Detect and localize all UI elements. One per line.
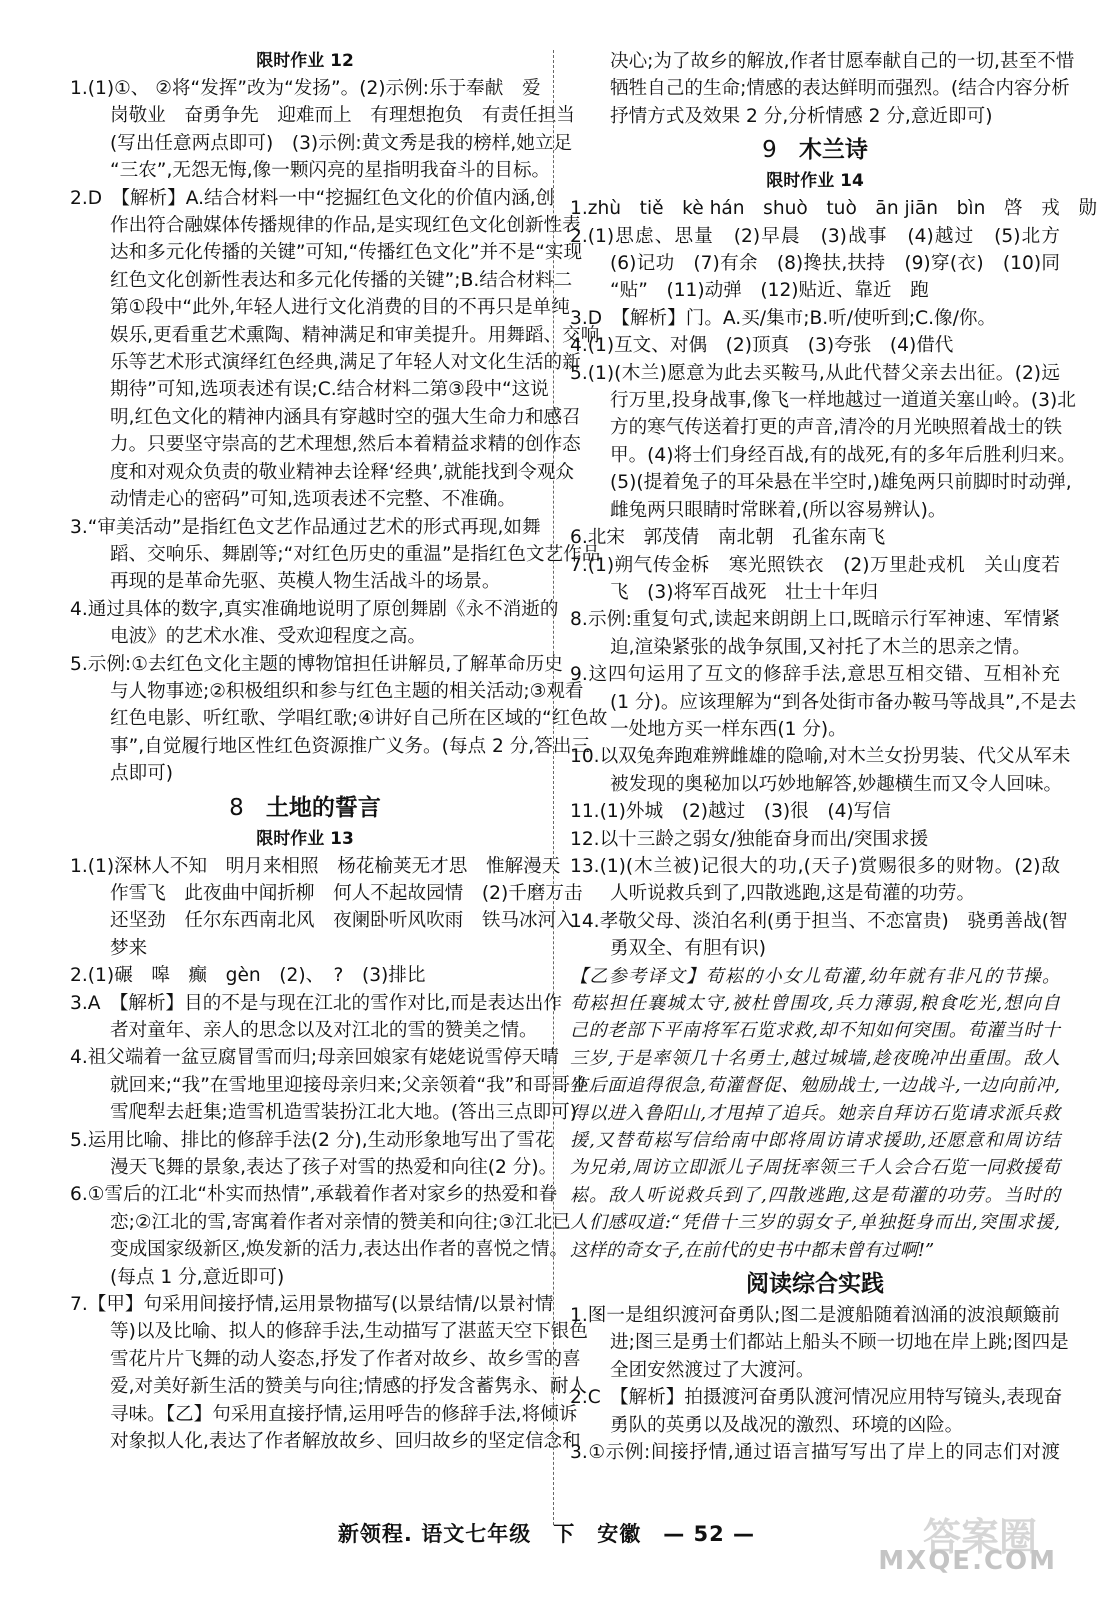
answer-line: 蹈、交响乐、舞剧等;“对红色历史的重温”是指红色文艺作品 [109,543,601,565]
answer-line: (每点 1 分,意近即可) [109,1266,285,1288]
section-title [570,1266,1060,1302]
answer-line: 4.通过具体的数字,真实准确地说明了原创舞剧《永不消逝的 [70,598,559,620]
answer-line: 2.(1)思虑、思量 (2)早晨 (3)战事 (4)越过 (5)北方 [570,225,1060,247]
answer-line: 娱乐,更看重艺术熏陶、精神满足和审美提升。用舞蹈、交响 [109,324,600,346]
column-divider [553,50,554,1525]
answer-line: 1.(1)①、 ②将“发挥”改为“发扬”。(2)示例:乐于奉献 爱 [70,78,541,99]
answer-line: “贴” (11)动弹 (12)贴近、靠近 跑 [609,280,929,302]
answer-line: 动情走心的密码”可知,选项表述不完整、不准确。 [109,489,516,511]
answer-line: 1.(1)深林人不知 明月来相照 杨花榆荚无才思 惟解漫天 [70,855,561,877]
watermark [878,1506,1057,1576]
right-column [570,48,1097,1467]
left-column [70,48,608,1456]
answer-line: 13.(1)(木兰被)记很大的功,(天子)赏赐很多的财物。(2)敌 [570,855,1060,877]
answer-line: 飞 (3)将军百战死 壮士十年归 [609,581,879,603]
answer-line: 勇队的英勇以及战况的激烈、环境的凶险。 [609,1414,964,1436]
answer-line: 5.运用比喻、排比的修辞手法(2 分),生动形象地写出了雪花 [70,1129,554,1151]
answer-line: “三农”,无怨无悔,像一颗闪亮的星指明我奋斗的目标。 [109,160,551,182]
translation-line: 为兄弟,周访立即派儿子周抚率领三千人会合石览一同救援荀 [570,1157,1060,1179]
answer-line: 人听说救兵到了,四散逃跑,这是荀灌的功劳。 [609,883,976,905]
translation-line: 在后面追得很急,荀灌督促、勉励战士,一边战斗,一边向前冲, [570,1075,1060,1097]
answer-line: 再现的是革命先驱、英模人物生活战斗的场景。 [109,571,501,593]
answer-line: 第①段中“此外,年轻人进行文化消费的目的不再只是单纯 [109,297,570,319]
answer-line: 电波》的艺术水准、受欢迎程度之高。 [109,626,427,648]
answer-line: 达和多元化传播的关键”可知,“传播红色文化”并不是“实现 [109,242,583,264]
translation-line: 得以进入鲁阳山,才甩掉了追兵。她亲自拜访石览请求派兵救 [570,1102,1060,1124]
answer-line: 7.【甲】句采用间接抒情,运用景物描写(以景结情/以景衬情 [70,1294,554,1316]
answer-line: 爱,对美好新生活的赞美与向往;情感的抒发含蓄隽永、耐人 [109,1376,588,1398]
answer-line: 一处地方买一样东西(1 分)。 [609,718,847,740]
answer-line: 事”,自觉履行地区性红色资源推广义务。(每点 2 分,答出三 [109,735,591,757]
answer-line: 3.“审美活动”是指红色文艺作品通过艺术的形式再现,如舞 [70,516,541,538]
watermark-url: MXQE.COM [878,1546,1057,1576]
answer-line: 11.(1)外城 (2)越过 (3)很 (4)写信 [570,801,891,823]
translation-line: 荀崧担任襄城太守,被杜曾围攻,兵力薄弱,粮食吃光,想向自 [570,993,1060,1014]
answer-line: 雪爬犁去赶集;造雪机造雪装扮江北大地。(答出三点即可) [109,1102,578,1124]
section-title-text: 土地的誓言 [265,794,381,821]
section-title [570,132,1060,168]
answer-line: (6)记功 (7)有余 (8)搀扶,扶持 (9)穿(衣) (10)同 [609,253,1060,275]
answer-line: 变成国家级新区,焕发新的活力,表达出作者的喜悦之情。 [109,1239,569,1261]
watermark-logo: 答案圈 [922,1515,1037,1559]
answer-line: 雪花片片飞舞的动人姿态,抒发了作者对故乡、故乡雪的喜 [109,1348,581,1370]
answer-line: 还坚劲 任尔东西南北风 夜阑卧听风吹雨 铁马冰河入 [109,910,575,932]
answer-line: 4.祖父端着一盆豆腐冒雪而归;母亲回娘家有姥姥说雪停天晴 [70,1047,559,1069]
section-number: 9 [762,137,777,164]
answer-line: 明,红色文化的精神内涵具有穿越时空的强大生命力和感召 [109,406,581,428]
answer-line: 2.D 【解析】A.结合材料一中“挖掘红色文化的价值内涵,创 [70,187,555,209]
translation-line: 三岁,于是率领几十名勇士,越过城墙,趁夜晚冲出重围。敌人 [570,1047,1060,1069]
answer-line: 方的寒气传送着打更的声音,清冷的月光映照着战士的铁 [609,417,1063,439]
answer-line: 等)以及比喻、拟人的修辞手法,生动描写了湛蓝天空下银色 [109,1321,588,1343]
translation-line: 这样的奇女子,在前代的史书中都未曾有过啊!” [570,1239,935,1261]
answer-line: 6.①雪后的江北“朴实而热情”,承载着作者对家乡的热爱和眷 [70,1184,558,1206]
translation-line: 己的老部下平南将军石览求救,却不知如何突围。荀灌当时十 [570,1020,1060,1042]
answer-line: 红色电影、听红歌、学唱红歌;④讲好自己所在区域的“红色故 [109,708,608,730]
exercise-heading: 限时作业 14 [766,171,864,192]
answer-line: (写出任意两点即可) (3)示例:黄文秀是我的榜样,她立足 [109,132,573,154]
exercise-heading: 限时作业 12 [256,51,354,71]
answer-line: 雌兔两只眼睛时常眯着,(所以容易辨认)。 [609,499,947,521]
answer-line: 6.北宋 郭茂倩 南北朝 孔雀东南飞 [570,527,886,549]
answer-line: 岗敬业 奋勇争先 迎难而上 有理想抱负 有责任担当 [109,105,575,127]
answer-line: 14.孝敬父母、淡泊名利(勇于担当、不恋富贵) 骁勇善战(智 [570,910,1068,932]
answer-line: 7.(1)朔气传金柝 寒光照铁衣 (2)万里赴戎机 关山度若 [570,554,1060,576]
answer-line: 度和对观众负责的敬业精神去诠释‘经典’,就能找到令观众 [109,461,574,483]
answer-line: 点即可) [109,763,174,785]
answer-line: 力。只要坚守崇高的艺术理想,然后本着精益求精的创作态 [109,434,581,456]
answer-line: 8.示例:重复句式,读起来朗朗上口,既暗示行军神速、军情紧 [570,609,1060,631]
answer-line: 抒情方式及效果 2 分,分析情感 2 分,意近即可) [609,105,993,127]
answer-line: 甲。(4)将士们身经百战,有的战死,有的多年后胜利归来。 [609,444,1076,466]
exercise-heading: 限时作业 13 [256,828,354,849]
answer-line: 牺牲自己的生命;情感的表达鲜明而强烈。(结合内容分析 [609,78,1070,100]
answer-line: (5)(提着兔子的耳朵悬在半空时,)雄兔两只前脚时时动弹, [609,472,1072,494]
answer-line: 漫天飞舞的景象,表达了孩子对雪的热爱和向往(2 分)。 [109,1157,558,1179]
answer-line: 3.D 【解析】门。A.买/集市;B.听/使听到;C.像/你。 [570,307,997,329]
section-title-text: 阅读综合实践 [746,1271,884,1298]
answer-line: 作出符合融媒体传播规律的作品,是实现红色文化创新性表 [109,215,581,237]
translation-line: 崧。敌人听说救兵到了,四散逃跑,这是荀灌的功劳。当时的 [570,1184,1060,1206]
answer-line: 红色文化创新性表达和多元化传播的关键”;B.结合材料二 [109,269,573,291]
section-title-text: 木兰诗 [798,137,868,164]
answer-line: 者对童年、亲人的思念以及对江北的雪的赞美之情。 [109,1020,538,1041]
answer-line: (1 分)。应该理解为“到各处街市备办鞍马等战具”,不是去 [609,691,1077,713]
answer-line: 勇双全、有胆有识) [609,938,766,960]
answer-line: 3.①示例:间接抒情,通过语言描写写出了岸上的同志们对渡 [570,1442,1060,1464]
answer-line: 3.A 【解析】目的不是与现在江北的雪作对比,而是表达出作 [70,992,562,1014]
translation-line: 人们感叹道:“凭借十三岁的弱女子,单独挺身而出,突围求援, [570,1212,1060,1234]
answer-line: 迫,渲染紧张的战争氛围,又衬托了木兰的思亲之情。 [609,636,1031,658]
section-number: 8 [229,794,244,821]
page-footer: 新领程. 语文七年级 下 安徽 — 52 — [337,1522,756,1546]
answer-line: 10.以双兔奔跑难辨雌雄的隐喻,对木兰女扮男装、代父从军未 [570,746,1071,768]
answer-line: 对象拟人化,表达了作者解放故乡、回归故乡的坚定信念和 [109,1431,581,1453]
answer-line: 进;图三是勇士们都站上船头不顾一切地在岸上跳;图四是 [609,1332,1069,1354]
answer-line: 1.zhù tiě kè hán shuò tuò ān jiān bìn 啓 戎 勋 [570,198,1097,220]
answer-line: 作雪飞 此夜曲中闻折柳 何人不起故园情 (2)千磨万击 [109,882,583,904]
answer-line: 决心;为了故乡的解放,作者甘愿奉献自己的一切,甚至不惜 [609,51,1075,72]
answer-line: 行万里,投身战事,像飞一样地越过一道道关塞山岭。(3)北 [609,390,1076,412]
section-title [70,790,540,826]
answer-line: 乐等艺术形式演绎红色经典,满足了年轻人对文化生活的新 [109,352,581,374]
answer-line: 与人物事迹;②积极组织和参与红色主题的相关活动;③观看 [109,680,584,702]
answer-line: 1.图一是组织渡河奋勇队;图二是渡船随着汹涌的波浪颠簸前 [570,1305,1060,1327]
answer-line: 2.(1)碾 嗥 癫 gèn (2)、 ? (3)排比 [70,965,426,987]
answer-line: 全团安然渡过了大渡河。 [609,1359,815,1381]
answer-line: 9.这四句运用了互文的修辞手法,意思互相交错、互相补充 [570,664,1060,686]
answer-line: 寻味。【乙】句采用直接抒情,运用呼告的修辞手法,将倾诉 [109,1403,578,1425]
answer-line: 12.以十三龄之弱女/独能奋身而出/突围求援 [570,828,929,850]
translation-line: 援,又替荀崧写信给南中郎将周访请求援助,还愿意和周访结 [570,1130,1060,1152]
answer-line: 被发现的奥秘加以巧妙地解答,妙趣横生而又令人回味。 [609,773,1063,795]
answer-line: 就回来;“我”在雪地里迎接母亲归来;父亲领着“我”和哥哥坐 [109,1074,589,1096]
answer-line: 恋;②江北的雪,寄寓着作者对亲情的赞美和向往;③江北已 [109,1211,571,1233]
answer-line: 5.(1)(木兰)愿意为此去买鞍马,从此代替父亲去出征。(2)远 [570,362,1060,384]
translation-line: 【乙参考译文】荀崧的小女儿荀灌,幼年就有非凡的节操。 [570,965,1060,987]
answer-line: 2.C 【解析】拍摄渡河奋勇队渡河情况应用特写镜头,表现奋 [570,1387,1063,1409]
answer-line: 5.示例:①去红色文化主题的博物馆担任讲解员,了解革命历史 [70,653,563,675]
answer-line: 期待”可知,选项表述有误;C.结合材料二第③段中“这说 [109,379,549,401]
answer-line: 梦来 [109,937,148,959]
answer-line: 4.(1)互文、对偶 (2)顶真 (3)夸张 (4)借代 [570,335,954,357]
